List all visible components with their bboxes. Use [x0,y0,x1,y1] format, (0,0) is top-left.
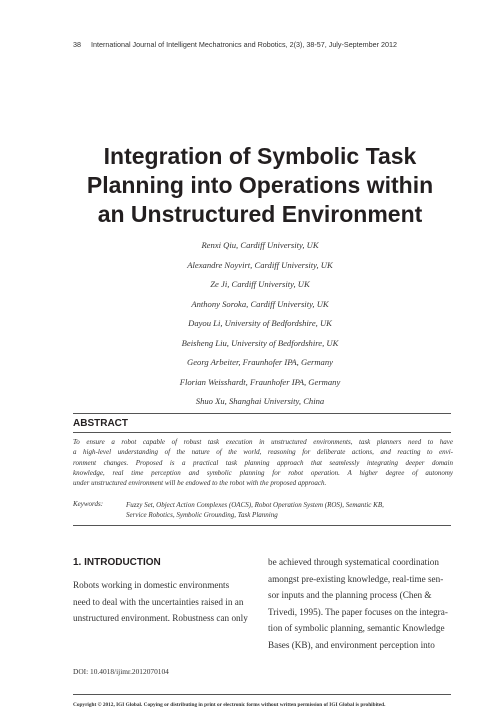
footer-rule [73,694,451,695]
author: Dayou Li, University of Bedfordshire, UK [188,318,332,328]
journal-citation: International Journal of Intelligent Mechatronics and Robotics, 2(3), 38-57, July-September 2012 [91,40,398,49]
body-line: amongst pre-existing knowledge, real-time sen- [268,573,444,584]
author: Renxi Qiu, Cardiff University, UK [201,240,319,250]
abstract-line: knowledge, real time perception and symbolic planning for robot operation. A higher degree of autonomy [73,468,453,477]
keywords-line: Service Robotics, Symbolic Grounding, Task Planning [126,511,278,520]
title-line: Planning into Operations within [86,172,434,198]
abstract-heading-rule [73,432,451,433]
abstract-line: ronment changes. Proposed is a practical task planning approach that seamlessly integrating deeper domain [73,458,453,467]
body-line: Robots working in domestic environments [73,580,230,590]
copyright-notice: Copyright © 2012, IGI Global. Copying or distributing in print or electronic forms without written permission of IGI Global is prohibited. [73,702,386,708]
page-number: 38 [73,40,81,49]
body-line: tion of symbolic planning, semantic Knowledge [268,623,445,633]
abstract-heading: ABSTRACT [73,418,128,429]
left-column-text [73,577,256,627]
body-line: need to deal with the uncertainties raised in an [73,596,244,607]
author: Anthony Soroka, Cardiff University, UK [191,298,329,309]
running-head [73,40,453,49]
keywords-label: Keywords: [73,500,104,508]
body-line: unstructured environment. Robustness can only [73,613,248,623]
abstract-line: under unstructured environment will be endowed to the robot with the proposed approach. [73,479,327,488]
section-heading: 1. INTRODUCTION [73,557,161,568]
author: Ze Ji, Cardiff University, UK [210,279,310,289]
body-line: sor inputs and the planning process (Chen & [268,590,432,600]
paper-title [40,142,480,229]
author: Florian Weisshardt, Fraunhofer IPA, Germany [179,376,341,387]
author: Shuo Xu, Shanghai University, China [195,396,325,406]
author: Beisheng Liu, University of Bedfordshire, UK [181,337,339,348]
keywords-line: Fuzzy Set, Object Action Complexes (OACS), Robot Operation System (ROS), Semantic KB, [126,501,384,509]
author: Alexandre Noyvirt, Cardiff University, UK [187,259,333,270]
keywords-bottom-rule [73,525,451,526]
author-list [40,236,480,412]
title-line: Integration of Symbolic Task [103,143,417,169]
abstract-line: To ensure a robot capable of robust task execution in unstructured environments, task planners need to have [73,438,453,446]
right-column-text [268,554,452,653]
abstract-text [73,437,453,488]
keywords-text [126,500,454,521]
body-line: be achieved through systematical coordination [268,557,439,567]
author: Georg Arbeiter, Fraunhofer IPA, Germany [187,357,333,367]
abstract-top-rule [73,413,451,414]
doi: DOI: 10.4018/ijimr.2012070104 [73,667,169,676]
body-line: Bases (KB), and environment perception into [268,639,435,650]
title-line: an Unstructured Environment [97,201,423,227]
body-line: Trivedi, 1995). The paper focuses on the integra- [268,606,448,617]
abstract-line: a high-level understanding of the nature of the world, reasoning for deliberate actions, and reacting to envi- [73,448,453,457]
